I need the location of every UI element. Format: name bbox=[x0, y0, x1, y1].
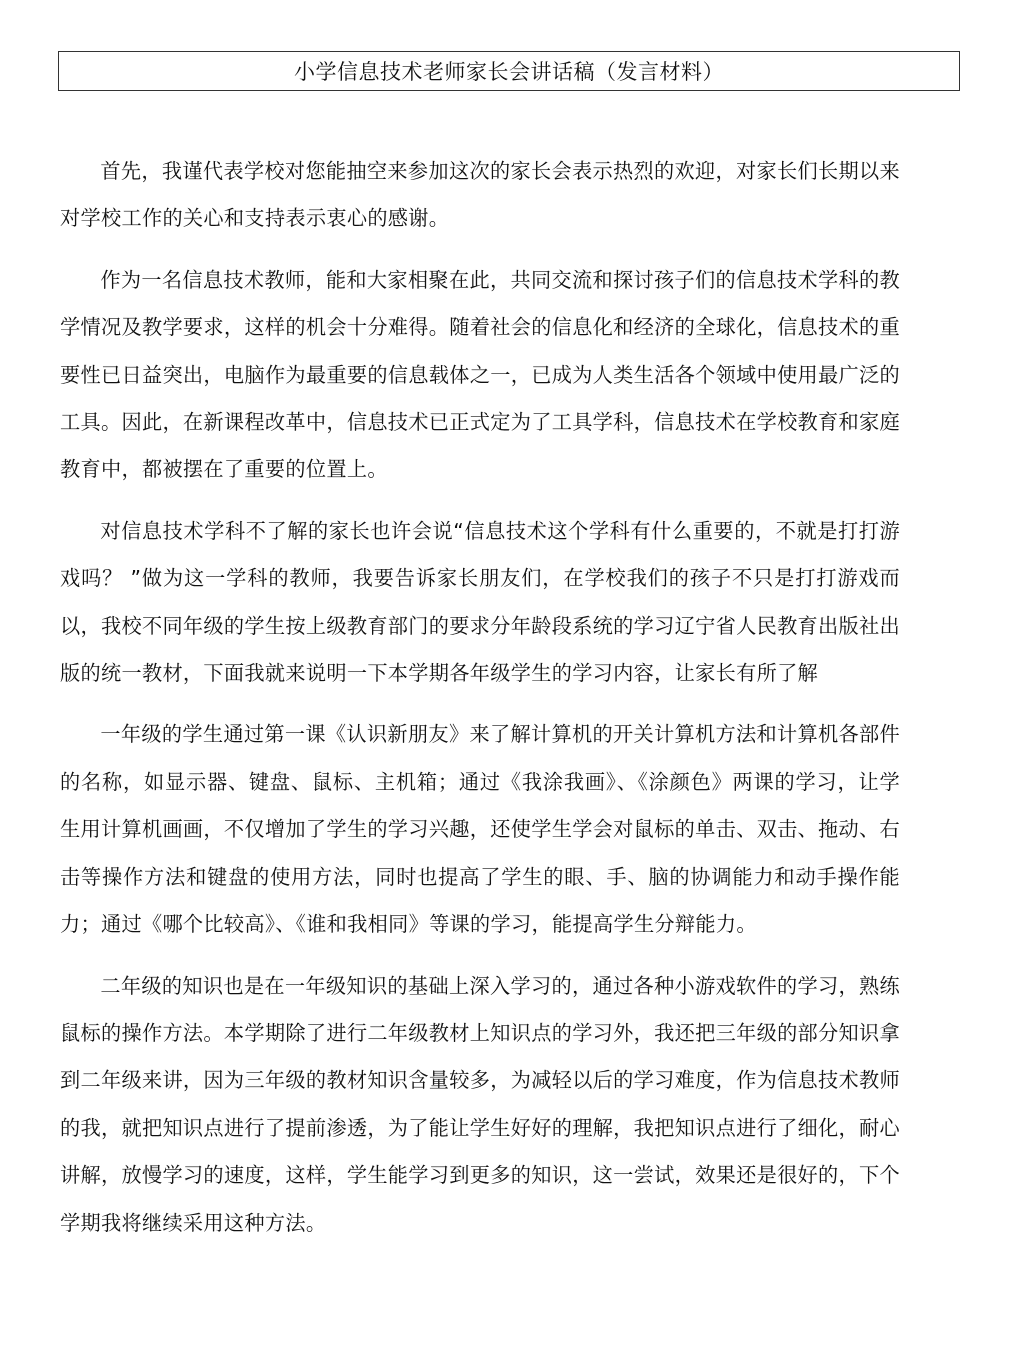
paragraph-subject-importance: 对信息技术学科不了解的家长也许会说“信息技术这个学科有什么重要的，不就是打打游戏吗？ ”做为这一学科的教师，我要告诉家长朋友们，在学校我们的孩子不只是打打游戏而以，我校不同年级的学生按上级教育部门的要求分年龄段系统的学习辽宁省人民教育出版社出版的统一教材，下面我就来说明一下本学期各年级学生的学习内容，让家长有所了解 bbox=[60, 518, 900, 686]
paragraph-grade-two: 二年级的知识也是在一年级知识的基础上深入学习的，通过各种小游戏软件的学习，熟练鼠标的操作方法。本学期除了进行二年级教材上知识点的学习外，我还把三年级的部分知识拿到二年级来讲，因为三年级的教材知识含量较多，为减轻以后的学习难度，作为信息技术教师的我，就把知识点进行了提前渗透，为了能让学生好好的理解，我把知识点进行了细化，耐心讲解，放慢学习的速度，这样，学生能学习到更多的知识，这一尝试，效果还是很好的，下个学期我将继续采用这种方法。 bbox=[60, 973, 900, 1235]
paragraph-welcome: 首先，我谨代表学校对您能抽空来参加这次的家长会表示热烈的欢迎，对家长们长期以来对学校工作的关心和支持表示衷心的感谢。 bbox=[60, 159, 900, 231]
title-box bbox=[58, 51, 960, 91]
paragraph-grade-one: 一年级的学生通过第一课《认识新朋友》来了解计算机的开关计算机方法和计算机各部件的名称，如显示器、键盘、鼠标、主机箱；通过《我涂我画》、《涂颜色》两课的学习，让学生用计算机画画，不仅增加了学生的学习兴趣，还使学生学会对鼠标的单击、双击、拖动、右击等操作方法和键盘的使用方法，同时也提高了学生的眼、手、脑的协调能力和动手操作能力；通过《哪个比较高》、《谁和我相同》等课的学习，能提高学生分辩能力。 bbox=[60, 722, 900, 937]
paragraph-introduction: 作为一名信息技术教师，能和大家相聚在此，共同交流和探讨孩子们的信息技术学科的教学情况及教学要求，这样的机会十分难得。随着社会的信息化和经济的全球化，信息技术的重要性已日益突出，电脑作为最重要的信息载体之一，已成为人类生活各个领域中使用最广泛的工具。因此，在新课程改革中，信息技术已正式定为了工具学科，信息技术在学校教育和家庭教育中，都被摆在了重要的位置上。 bbox=[60, 267, 900, 482]
document-body bbox=[60, 148, 900, 1247]
document-title: 小学信息技术老师家长会讲话稿（发言材料） bbox=[294, 60, 724, 84]
